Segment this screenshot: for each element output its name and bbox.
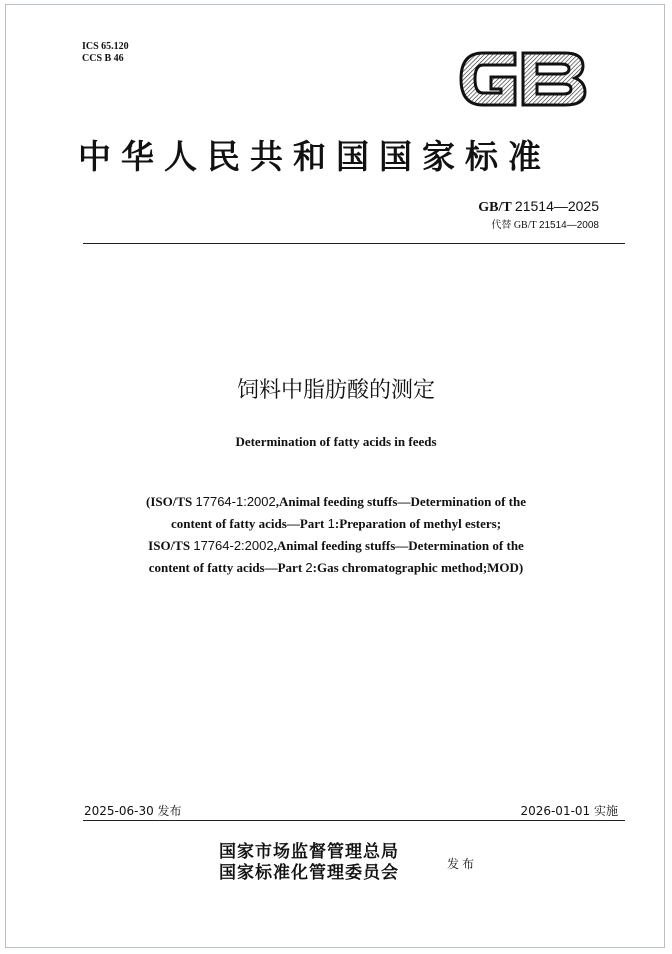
replaces-prefix: 代替 GB/T: [491, 220, 537, 231]
iso-text: :Gas chromatographic method;MOD): [312, 560, 524, 575]
issuer-samr: 国家市场监督管理总局: [219, 842, 399, 862]
issuing-authorities: [219, 842, 399, 884]
standard-number: [478, 198, 599, 216]
iso-text: content of fatty acids—Part: [170, 516, 325, 531]
iso-line-1: [6, 491, 666, 513]
iso-number: 2: [305, 560, 313, 575]
english-title: Determination of fatty acids in feeds: [235, 434, 437, 449]
iso-number: 17764-1:2002: [195, 494, 276, 509]
chinese-title: 饲料中脂肪酸的测定: [236, 378, 435, 403]
iso-number: 17764-2:2002: [193, 538, 274, 553]
standard-number-prefix: GB/T: [478, 200, 512, 215]
iso-reference: [6, 491, 666, 579]
replaces-code: 21514—2008: [538, 220, 599, 231]
iso-line-4: [6, 557, 666, 579]
iso-text: (ISO/TS: [146, 494, 193, 509]
footer-divider: [83, 820, 625, 821]
iso-text: ,Animal feeding stuffs—Determination of the: [273, 538, 524, 553]
gb-logo: [453, 43, 593, 115]
header-divider: [83, 243, 625, 244]
iso-line-3: [6, 535, 666, 557]
replaces-standard: [491, 216, 599, 231]
document-page: [5, 4, 665, 948]
issuer-sac: 国家标准化管理委员会: [219, 863, 399, 883]
implementation-date: 2026-01-01 实施: [520, 804, 618, 818]
ccs-code: CCS B 46: [82, 53, 124, 64]
iso-text: content of fatty acids—Part: [148, 560, 303, 575]
ics-code: ICS 65.120: [82, 41, 129, 52]
standard-number-code: 21514—2025: [514, 198, 599, 214]
iso-text: :Preparation of methyl esters;: [334, 516, 502, 531]
standard-name: 中华人民共和国国家标准: [78, 137, 551, 176]
publish-label: 发布: [447, 857, 478, 871]
iso-number: 1: [327, 516, 335, 531]
classification-codes: [82, 41, 129, 65]
iso-text: ISO/TS: [148, 538, 191, 553]
iso-text: ,Animal feeding stuffs—Determination of the: [275, 494, 526, 509]
issue-date: 2025-06-30 发布: [84, 804, 182, 818]
iso-line-2: [6, 513, 666, 535]
